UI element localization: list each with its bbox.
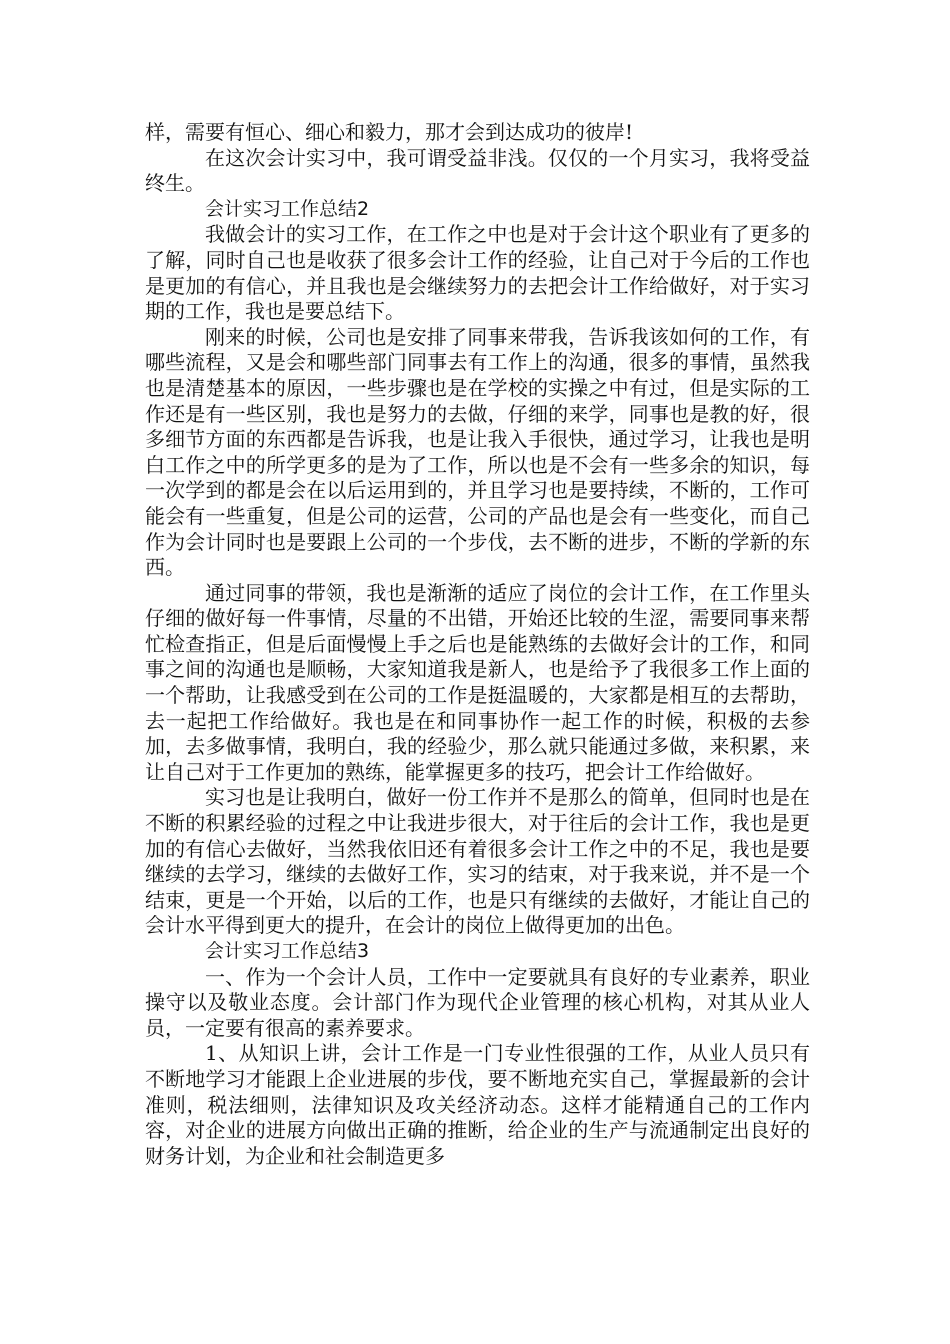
section-heading-2: 会计实习工作总结2 [205,197,370,220]
paragraph-benefit: 在这次会计实习中，我可谓受益非浅。仅仅的一个月实习，我将受益终生。 [145,145,810,196]
paragraph-reflection: 实习也是让我明白，做好一份工作并不是那么的简单，但同时也是在不断的积累经验的过程之中让我进步很大，对于往后的会计工作，我也是更加的有信心去做好，当然我依旧还有着很多会计工作之中的不足，我也是要继续的去学习，继续的去做好工作，实习的结束，对于我来说，并不是一个结束，更是一个开始，以后的工作，也是只有继续的去做好，才能让自己的会计水平得到更大的提升，在会计的岗位上做得更加的出色。 [145,785,810,938]
paragraph-continuation: 样，需要有恒心、细心和毅力，那才会到达成功的彼岸! [145,120,634,144]
paragraph-adaptation: 通过同事的带领，我也是渐渐的适应了岗位的会计工作，在工作里头仔细的做好每一件事情，尽量的不出错，开始还比较的生涩，需要同事来帮忙检查指正，但是后面慢慢上手之后也是能熟练的去做好会计的工作，和同事之间的沟通也是顺畅，大家知道我是新人，也是给予了我很多工作上面的一个帮助，让我感受到在公司的工作是挺温暖的，大家都是相互的去帮助，去一起把工作给做好。我也是在和同事协作一起工作的时候，积极的去参加，去多做事情，我明白，我的经验少，那么就只能通过多做，来积累，来让自己对于工作更加的熟练，能掌握更多的技巧，把会计工作给做好。 [145,580,810,784]
paragraph-intro-2: 我做会计的实习工作，在工作之中也是对于会计这个职业有了更多的了解，同时自己也是收获了很多会计工作的经验，让自己对于今后的工作也是更加的有信心，并且我也是会继续努力的去把会计工作给做好，对于实习期的工作，我也是要总结下。 [145,222,810,324]
section-heading-3: 会计实习工作总结3 [205,940,370,962]
paragraph-knowledge: 1、从知识上讲，会计工作是一门专业性很强的工作，从业人员只有不断地学习才能跟上企业进展的步伐，要不断地充实自己，掌握最新的会计准则，税法细则，法律知识及攻关经济动态。这样才能精通自己的工作内容，对企业的进展方向做出正确的推断，给企业的生产与流通制定出良好的财务计划，为企业和社会制造更多 [145,1041,810,1168]
paragraph-onboarding: 刚来的时候，公司也是安排了同事来带我，告诉我该如何的工作，有哪些流程，又是会和哪些部门同事去有工作上的沟通，很多的事情，虽然我也是清楚基本的原因，一些步骤也是在学校的实操之中有过，但是实际的工作还是有一些区别，我也是努力的去做，仔细的来学，同事也是教的好，很多细节方面的东西都是告诉我，也是让我入手很快，通过学习，让我也是明白工作之中的所学更多的是为了工作，所以也是不会有一些多余的知识，每一次学到的都是会在以后运用到的，并且学习也是要持续，不断的，工作可能会有一些重复，但是公司的运营，公司的产品也是会有一些变化，而自己作为会计同时也是要跟上公司的一个步伐，去不断的进步，不断的学新的东西。 [145,324,810,580]
paragraph-professionalism: 一、作为一个会计人员，工作中一定要就具有良好的专业素养，职业操守以及敬业态度。会计部门作为现代企业管理的核心机构，对其从业人员，一定要有很高的素养要求。 [145,964,810,1040]
document-page [145,120,810,1169]
